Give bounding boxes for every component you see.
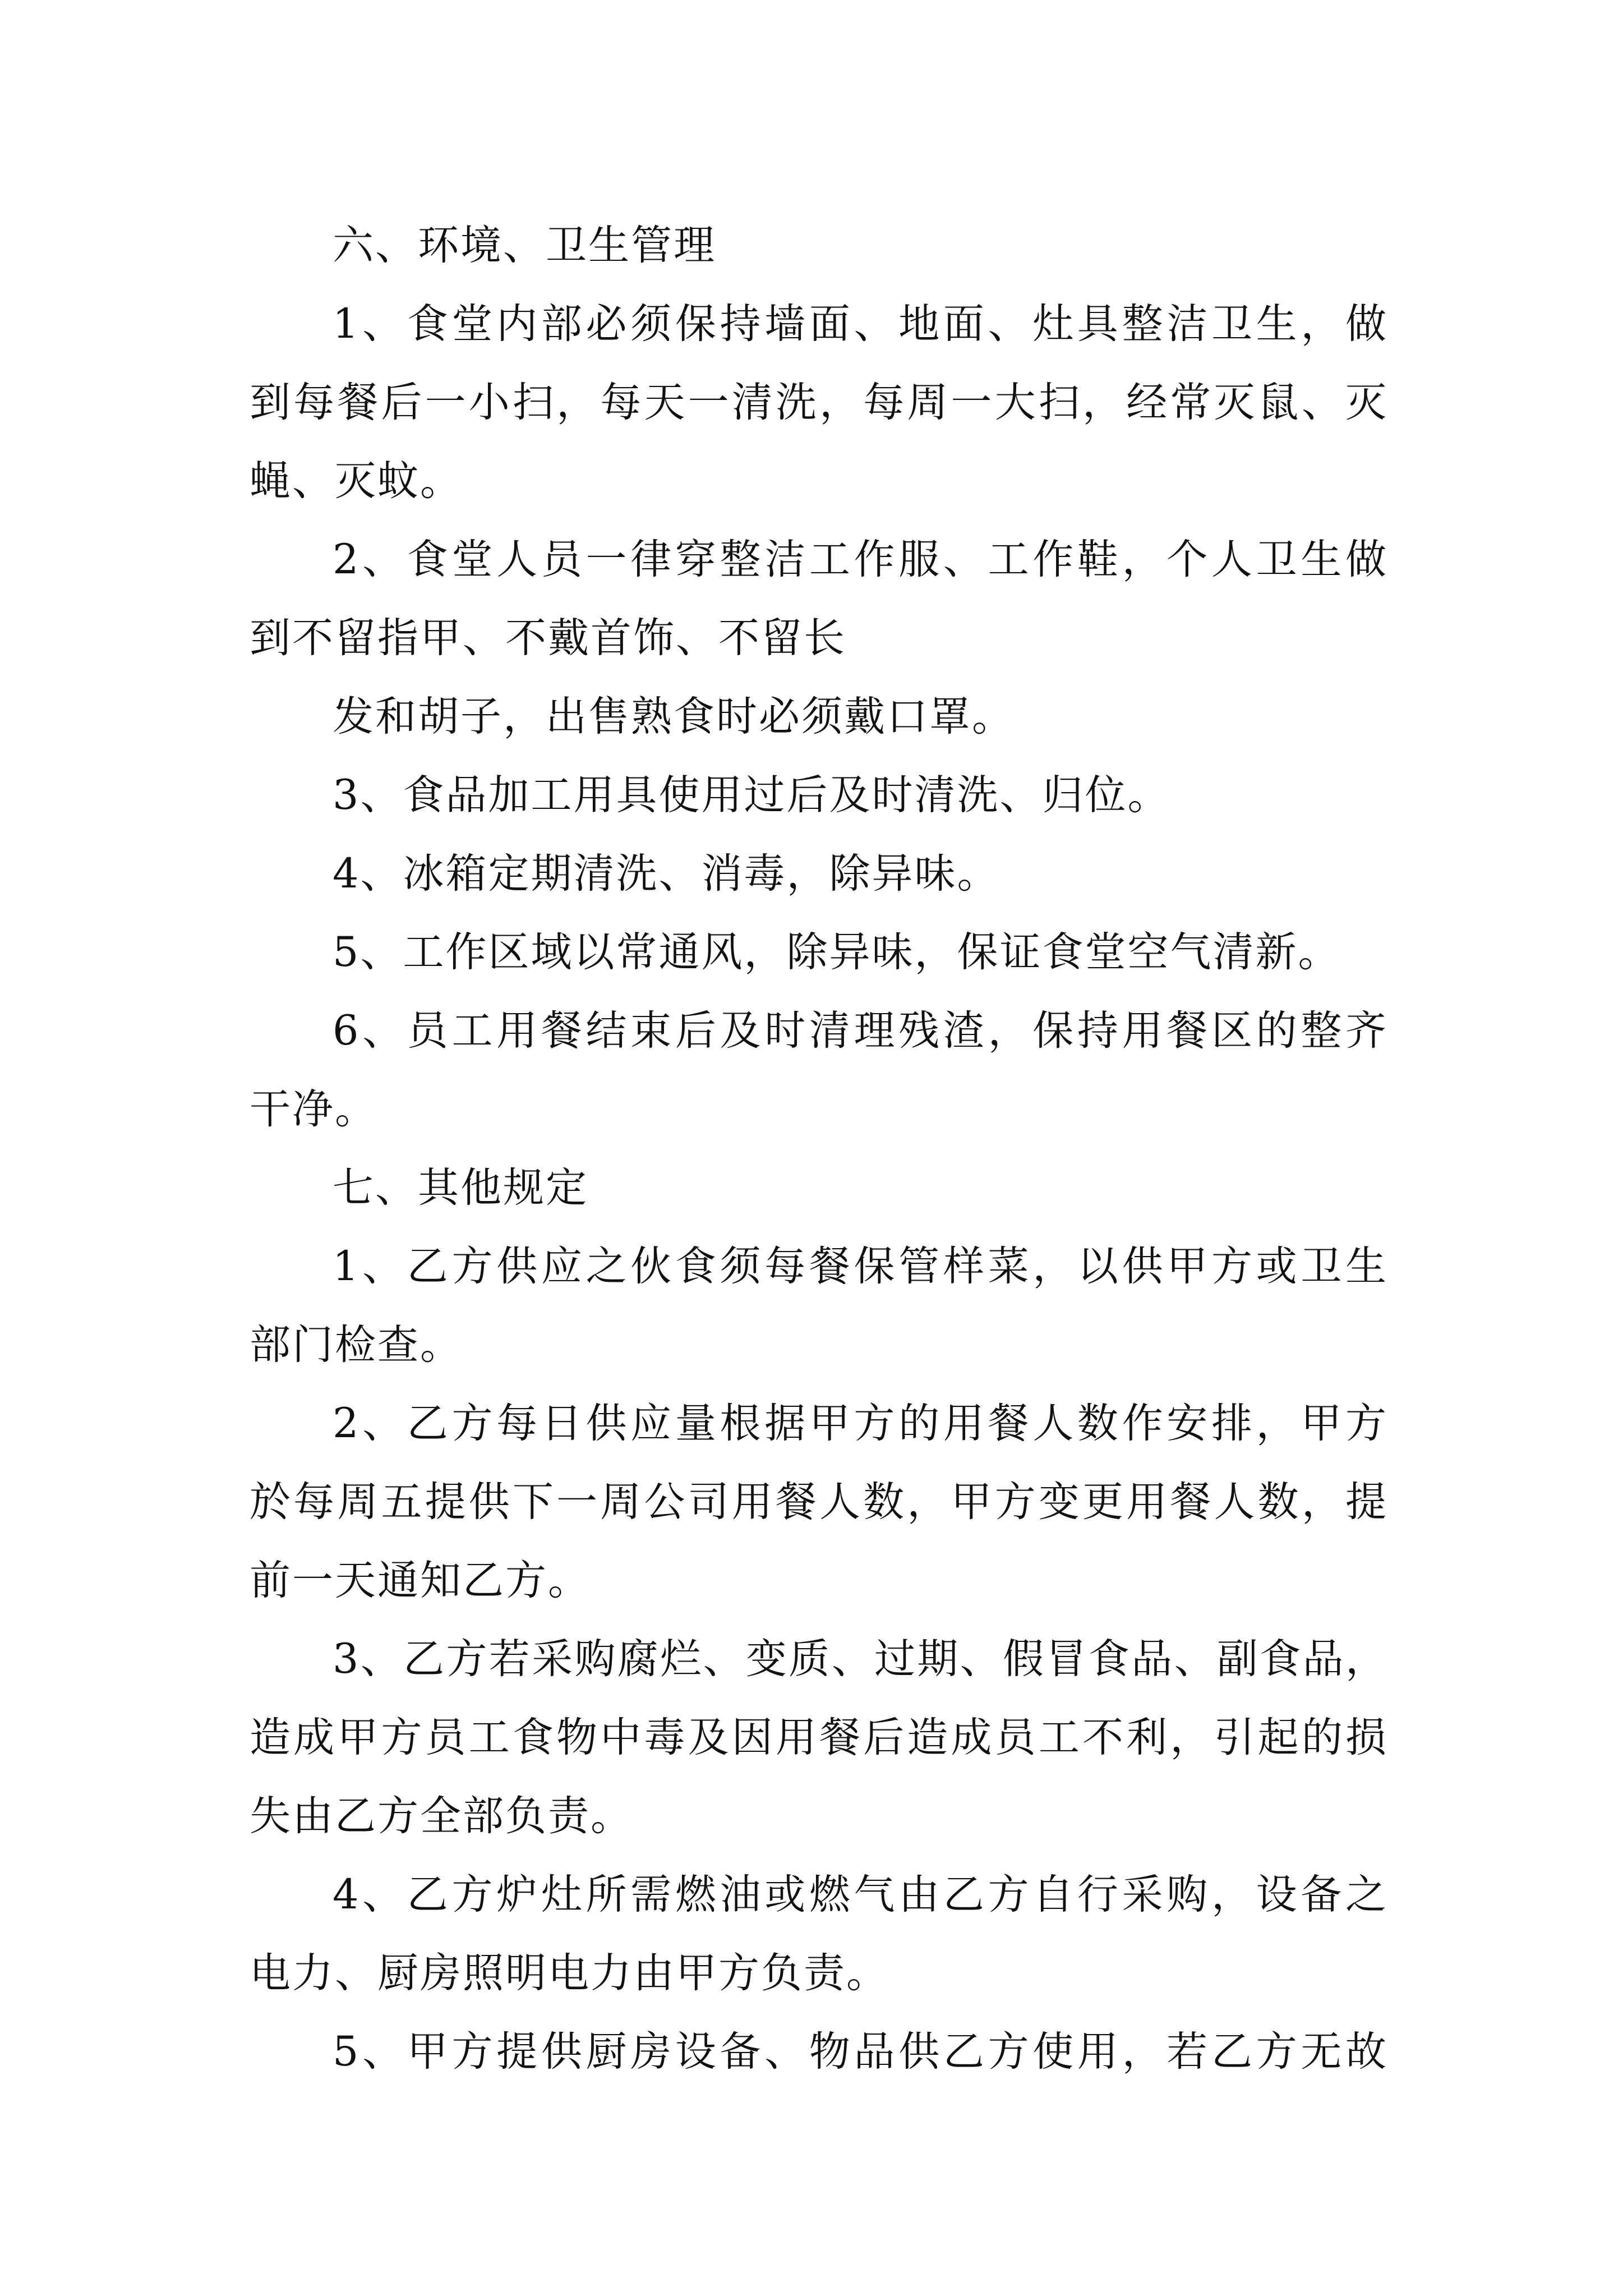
paragraph-line: 到不留指甲、不戴首饰、不留长 — [250, 614, 846, 662]
section-heading-other-rules: 七、其他规定 — [333, 1164, 588, 1212]
paragraph-line: 1、食堂内部必须保持墙面、地面、灶具整洁卫生，做 — [333, 300, 1388, 348]
paragraph-line: 於每周五提供下一周公司用餐人数，甲方变更用餐人数，提 — [250, 1478, 1388, 1526]
paragraph-line: 6、员工用餐结束后及时清理残渣，保持用餐区的整齐 — [333, 1007, 1388, 1055]
paragraph-line: 3、食品加工用具使用过后及时清洗、归位。 — [333, 771, 1170, 819]
paragraph-line: 失由乙方全部负责。 — [250, 1792, 633, 1840]
paragraph-line: 造成甲方员工食物中毒及因用餐后造成员工不利，引起的损 — [250, 1714, 1388, 1761]
paragraph-line: 4、乙方炉灶所需燃油或燃气由乙方自行采购，设备之 — [333, 1871, 1388, 1918]
document-body — [250, 206, 1388, 2091]
paragraph-line: 到每餐后一小扫，每天一清洗，每周一大扫，经常灭鼠、灭 — [250, 379, 1388, 426]
paragraph-line: 4、冰箱定期清洗、消毒，除异味。 — [333, 850, 1000, 898]
paragraph-line: 电力、厨房照明电力由甲方负责。 — [250, 1949, 889, 1997]
paragraph-line: 5、工作区域以常通风，除异味，保证食堂空气清新。 — [333, 928, 1341, 976]
paragraph-line: 发和胡子，出售熟食时必须戴口罩。 — [333, 693, 1015, 740]
paragraph-line: 部门检查。 — [250, 1321, 463, 1369]
paragraph-line: 1、乙方供应之伙食须每餐保管样菜，以供甲方或卫生 — [333, 1243, 1388, 1290]
paragraph-line: 前一天通知乙方。 — [250, 1557, 591, 1604]
paragraph-line: 干净。 — [250, 1085, 377, 1133]
section-heading-environment: 六、环境、卫生管理 — [333, 222, 716, 269]
paragraph-line: 3、乙方若采购腐烂、变质、过期、假冒食品、副食品， — [333, 1635, 1388, 1683]
paragraph-line: 2、食堂人员一律穿整洁工作服、工作鞋，个人卫生做 — [333, 536, 1388, 583]
paragraph-line: 蝇、灭蚊。 — [250, 457, 463, 505]
paragraph-line: 2、乙方每日供应量根据甲方的用餐人数作安排，甲方 — [333, 1400, 1388, 1447]
paragraph-line: 5、甲方提供厨房设备、物品供乙方使用，若乙方无故 — [333, 2028, 1388, 2076]
